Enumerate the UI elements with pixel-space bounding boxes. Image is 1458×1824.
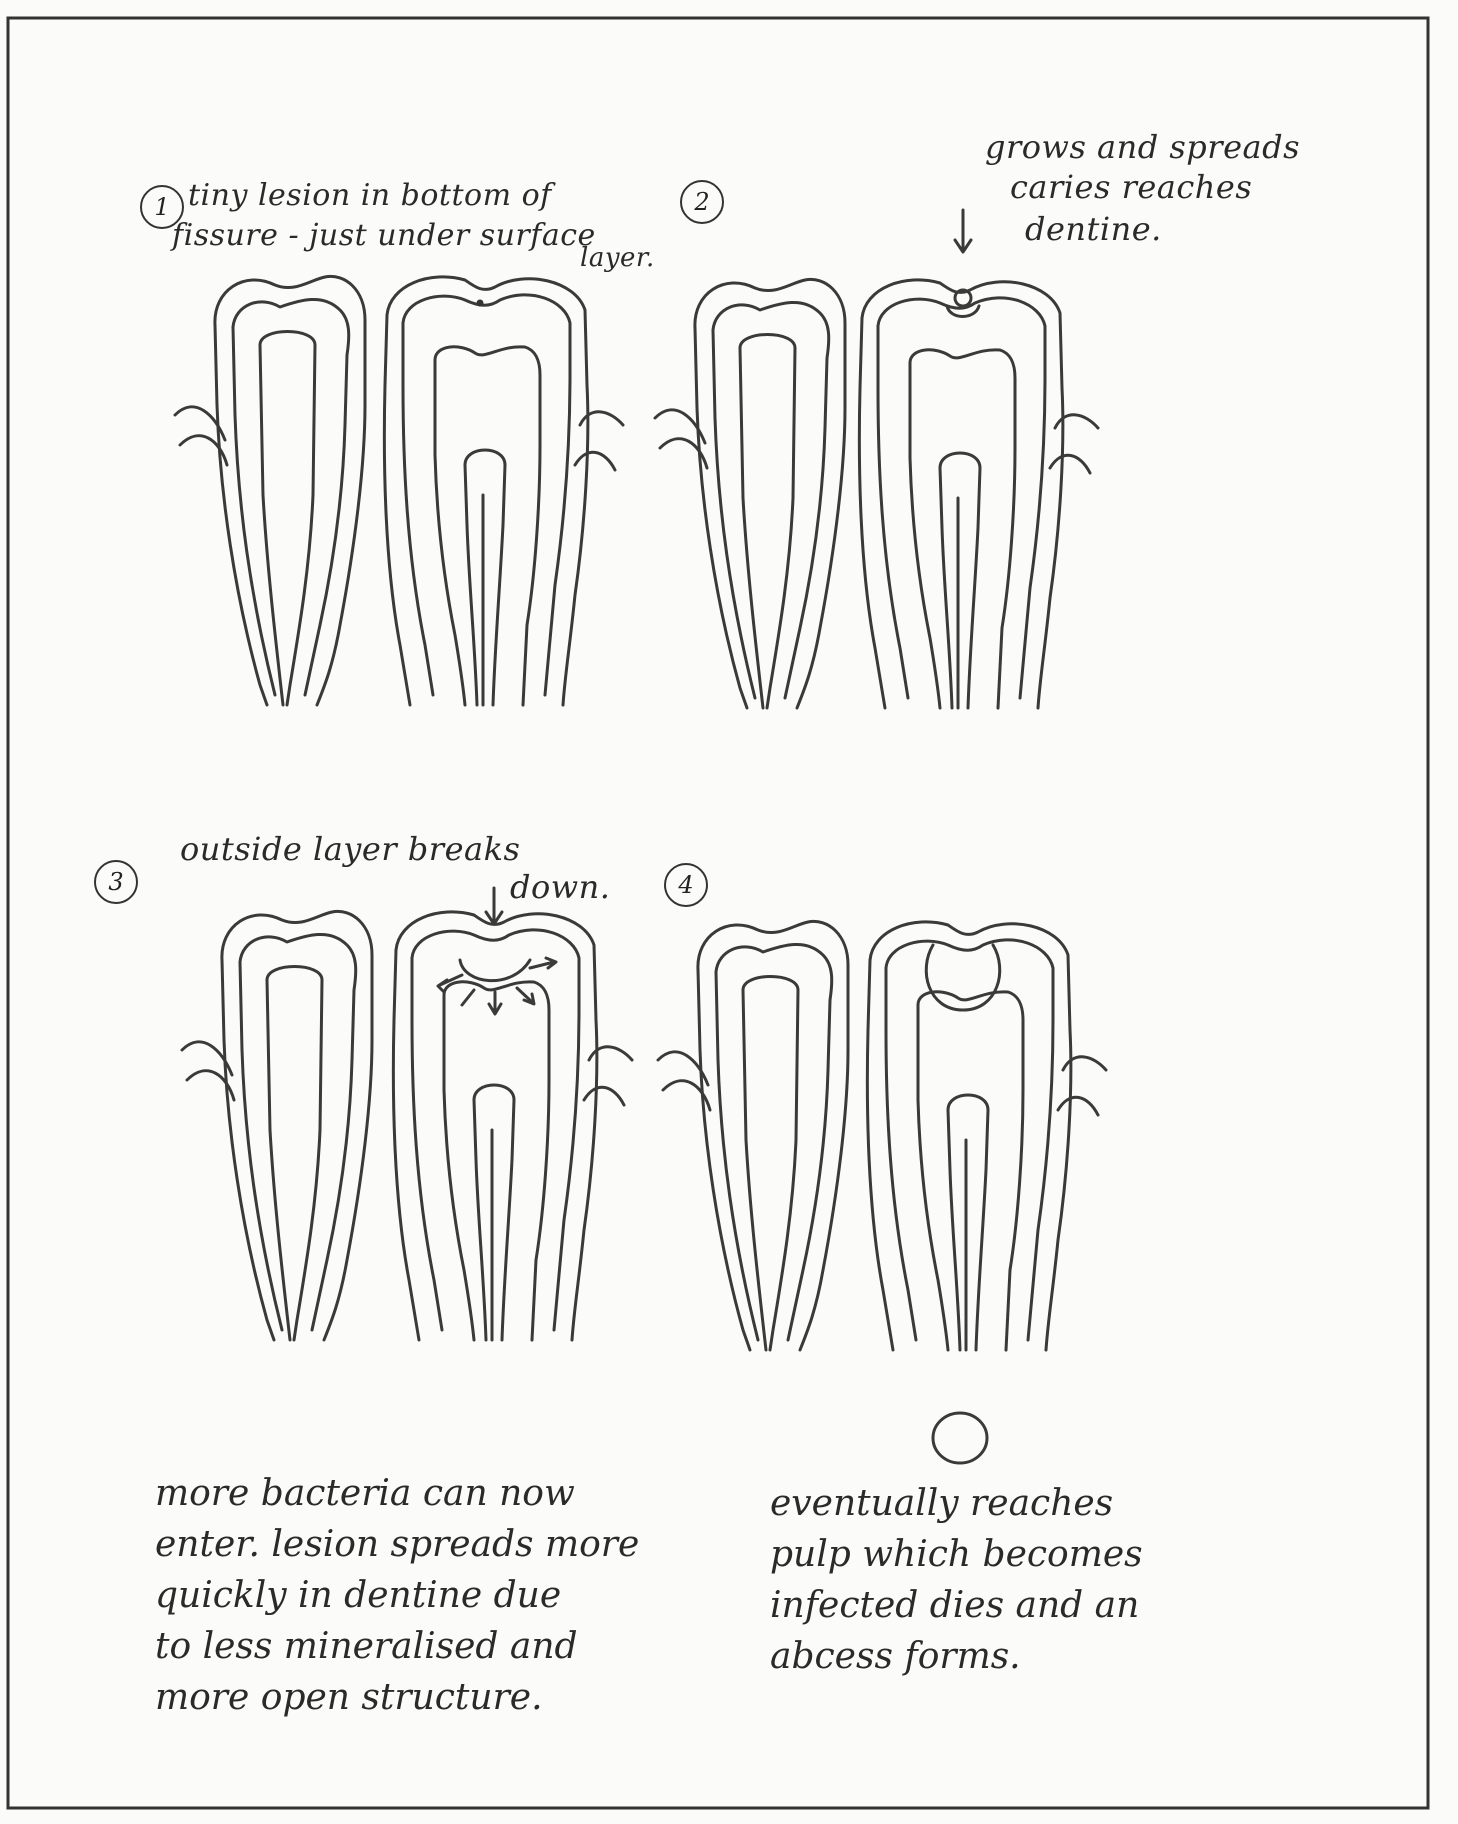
panel-4-caption-line-2: pulp which becomes [770, 1534, 1143, 1575]
panel-4-number: 4 [664, 863, 708, 907]
panel-1-number: 1 [140, 185, 184, 229]
panel-4-caption [770, 1478, 1143, 1682]
panel-3-caption-line-4: to less mineralised and [155, 1626, 578, 1667]
panel-1-label-line-2: fissure - just under surface [172, 218, 596, 253]
panel-4-caption-line-3: infected dies and an [770, 1585, 1140, 1626]
panel-1-teeth [175, 276, 623, 705]
panel-3-label-line-1: outside layer breaks [180, 830, 521, 868]
panel-4-caption-line-4: abcess forms. [770, 1636, 1021, 1677]
panel-1-label-line-1: tiny lesion in bottom of [188, 178, 552, 213]
panel-3-caption [155, 1468, 639, 1723]
panel-1-label-line-3: layer. [580, 243, 655, 273]
panel-4-teeth [658, 921, 1106, 1463]
panel-2-label-line-2: caries reaches [1010, 168, 1253, 206]
broken-cavity [460, 960, 530, 981]
panel-2-number: 2 [680, 180, 724, 224]
abscess [933, 1413, 987, 1463]
panel-4-caption-line-1: eventually reaches [770, 1483, 1114, 1524]
panel-3-label-line-2: down. [510, 868, 611, 906]
lesion-dot [477, 300, 484, 307]
panel-3-teeth [182, 888, 632, 1340]
panel-3-caption-line-2: enter. lesion spreads more [155, 1524, 640, 1565]
panel-2-label-line-1: grows and spreads [985, 128, 1300, 166]
panel-2-label-line-3: dentine. [1025, 210, 1162, 248]
panel-3-caption-line-3: quickly in dentine due [155, 1575, 562, 1616]
panel-3-number: 3 [94, 860, 138, 904]
panel-2-teeth [655, 210, 1098, 708]
panel-3-caption-line-1: more bacteria can now [155, 1473, 575, 1514]
panel-3-caption-line-5: more open structure. [155, 1677, 543, 1718]
